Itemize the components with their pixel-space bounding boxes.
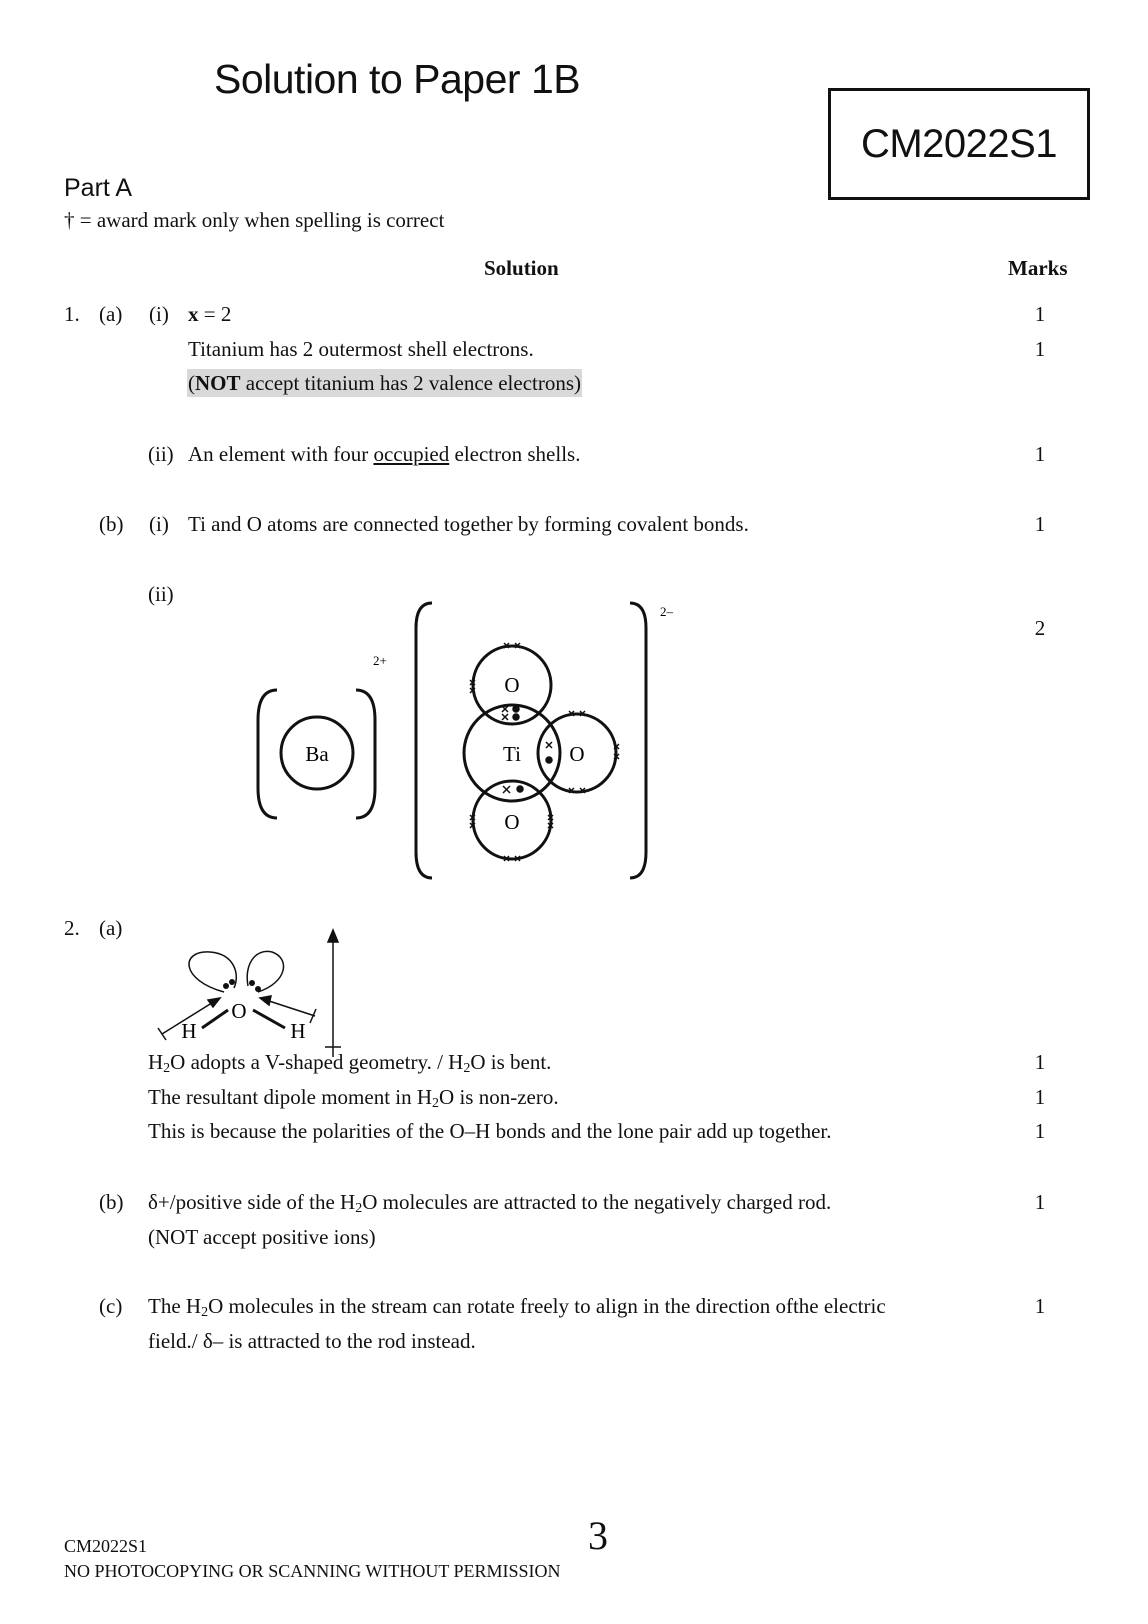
answer-value: = 2: [198, 302, 232, 326]
spelling-note: † = award mark only when spelling is correct: [64, 208, 445, 232]
q1ai-line2: Titanium has 2 outermost shell electrons.: [188, 337, 534, 361]
q2b-label: (b): [99, 1190, 124, 1214]
shared-pair-bottom: [503, 786, 523, 793]
q1aii-label: (ii): [148, 442, 174, 466]
q2c-mark: 1: [1034, 1294, 1046, 1318]
page-title: Solution to Paper 1B: [214, 56, 581, 102]
shared-pair-right: [546, 742, 552, 763]
q2a-mark-1: 1: [1034, 1050, 1046, 1074]
q2-number: 2.: [64, 916, 80, 940]
note-rest: accept titanium has 2 valence electrons): [240, 371, 582, 395]
o-right-symbol: O: [569, 742, 585, 766]
q1aii-text: [188, 442, 580, 467]
q2a-line2: The resultant dipole moment in $H_2O$ is non-zero.: [148, 1085, 559, 1111]
ba-symbol: Ba: [305, 742, 329, 766]
solution-column-header: Solution: [484, 256, 559, 280]
q1ai-label: (i): [149, 302, 169, 326]
q2c-line2: field./ δ– is attracted to the rod instead.: [148, 1329, 476, 1353]
q2b-mark: 1: [1034, 1190, 1046, 1214]
dipole-arrow-right: [266, 1000, 315, 1016]
q2a-line1: $H_2O$ adopts a V-shaped geometry. / $H_2O$ is bent.: [148, 1050, 552, 1076]
h-atom-right: H: [290, 1019, 306, 1043]
page-number: 3: [588, 1513, 608, 1558]
q1ai-mark-2: 1: [1034, 337, 1046, 361]
highlighted-note: [187, 369, 582, 397]
paper-code: CM2022S1: [860, 121, 1058, 166]
underlined-word: occupied: [373, 442, 450, 466]
footer-paper-code: CM2022S1: [64, 1536, 148, 1556]
q1bi-text: Ti and O atoms are connected together by forming covalent bonds.: [188, 512, 749, 536]
water-dipole-diagram: [140, 920, 360, 1060]
q2a-label: (a): [99, 916, 123, 940]
note-open: (: [188, 371, 195, 395]
q2a-line3: This is because the polarities of the O–H bonds and the lone pair add up together.: [148, 1119, 832, 1143]
anion-charge: 2–: [660, 604, 673, 619]
cation-left-bracket: [258, 690, 277, 818]
note-bold: NOT: [195, 371, 241, 395]
variable-x: x: [188, 302, 199, 326]
q2b-line2: (NOT accept positive ions): [148, 1225, 376, 1249]
shared-pair-top: [502, 706, 519, 720]
marks-column-header: Marks: [1008, 256, 1068, 280]
q1bi-mark: 1: [1034, 512, 1046, 536]
anion-right-bracket: [630, 603, 646, 878]
q1aii-mark: 1: [1034, 442, 1046, 466]
lone-pair-crosses: [470, 643, 619, 861]
text-before: An element with four: [188, 442, 374, 466]
paper-code-box: [828, 88, 1090, 200]
q1-number: 1.: [64, 302, 80, 326]
q2a-mark-2: 1: [1034, 1085, 1046, 1109]
h-atom-left: H: [181, 1019, 197, 1043]
q2a-mark-3: 1: [1034, 1119, 1046, 1143]
part-heading: Part A: [64, 174, 133, 202]
cation-charge: 2+: [373, 653, 387, 668]
q1bii-mark: 2: [1034, 616, 1046, 640]
text-after: electron shells.: [449, 442, 581, 466]
copyright-notice: NO PHOTOCOPYING OR SCANNING WITHOUT PERMISSION: [64, 1561, 561, 1581]
q1ai-answer: [188, 302, 231, 327]
q1ai-mark-1: 1: [1034, 302, 1046, 326]
q2c-line1: The $H_2O$ molecules in the stream can rotate freely to align in the direction ofthe electric: [148, 1294, 886, 1320]
barium-titanate-electron-diagram: [230, 590, 680, 890]
q1ai-not-accept-note: [187, 371, 582, 396]
q1bi-label: (i): [149, 512, 169, 536]
lone-pair-lobe-left: [189, 952, 236, 992]
cation-right-bracket: [356, 690, 375, 818]
anion-left-bracket: [416, 603, 432, 878]
q1bii-label: (ii): [148, 582, 174, 606]
ti-symbol: Ti: [503, 742, 521, 766]
oh-bond-left: [202, 1010, 228, 1028]
o-atom: O: [231, 999, 247, 1023]
q2c-label: (c): [99, 1294, 123, 1318]
o-bottom-symbol: O: [504, 810, 520, 834]
q1a-label: (a): [99, 302, 123, 326]
oh-bond-right: [253, 1010, 285, 1028]
q1b-label: (b): [99, 512, 124, 536]
q2b-line1: δ+/positive side of the $H_2O$ molecules are attracted to the negatively charged rod.: [148, 1190, 832, 1216]
o-top-symbol: O: [504, 673, 520, 697]
